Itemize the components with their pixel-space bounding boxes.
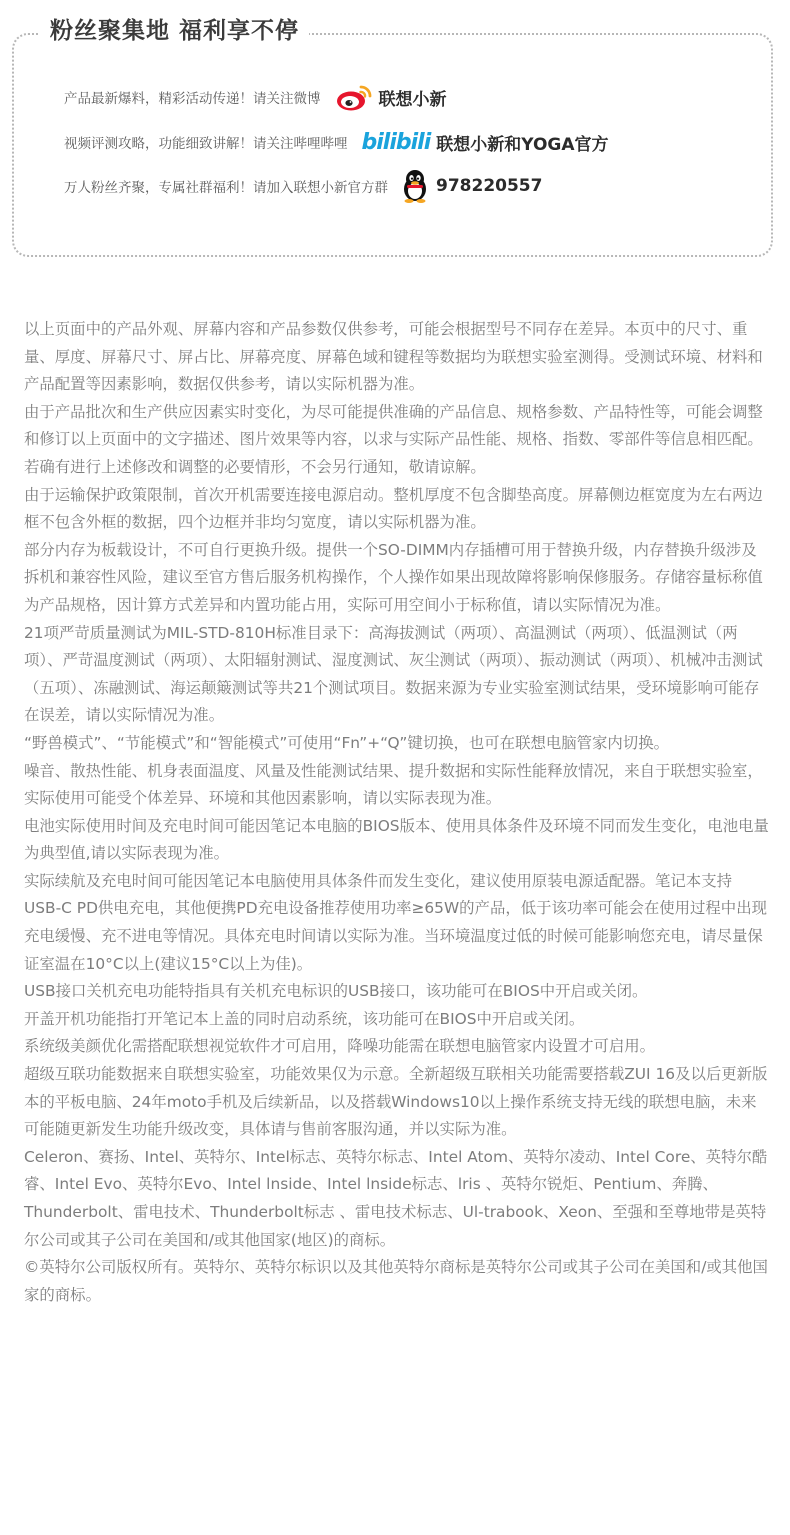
disclaimer-paragraph: 以上页面中的产品外观、屏幕内容和产品参数仅供参考，可能会根据型号不同存在差异。本页中的尺寸、重量、厚度、屏幕尺寸、屏占比、屏幕亮度、屏幕色域和键程等数据均为联想实验室测得。受测试环境、材料和产品配置等因素影响，数据仅供参考，请以实际机器为准。 [24,320,763,394]
weibo-icon [335,82,373,112]
disclaimer-paragraph: 实际续航及充电时间可能因笔记本电脑使用具体条件而发生变化，建议使用原装电源适配器。笔记本支持USB-C PD供电充电，其他便携PD充电设备推荐使用功率≥65W的产品，低于该功率可能会在使用过程中出现充电缓慢、充不进电等情况。具体充电时间请以实际为准。当环境温度过低的时候可能影响您充电，请尽量保证室温在10°C以上(建议15°C以上为佳)。 [24,871,767,973]
disclaimer-paragraph: 21项严苛质量测试为MIL-STD-810H标准目录下：高海拔测试（两项）、高温测试（两项）、低温测试（两项）、严苛温度测试（两项）、太阳辐射测试、湿度测试、灰尘测试（两项）、振动测试（两项）、机械冲击测试（五项）、冻融测试、海运颠簸测试等共21个测试项目。数据来源为专业实验室测试结果，受环境影响可能存在误差，请以实际情况为准。 [24,623,763,725]
disclaimer-paragraph: “野兽模式”、“节能模式”和“智能模式”可使用“Fn”+“Q”键切换，也可在联想电脑管家内切换。 [24,733,669,752]
weibo-row-text: 产品最新爆料，精彩活动传递！请关注微博 [64,91,321,107]
weibo-follow-row[interactable] [64,81,447,113]
fan-section-title: 粉丝聚集地 福利享不停 [40,14,309,48]
disclaimer-paragraph: 超级互联功能数据来自联想实验室，功能效果仅为示意。全新超级互联相关功能需要搭载ZUI 16及以后更新版本的平板电脑、24年moto手机及后续新品，以及搭载Windows10以上操作系统支持无线的联想电脑，未来可能随更新发生功能升级改变，具体请与售前客服沟通，并以实际为准。 [24,1065,768,1139]
qq-row-text: 万人粉丝齐聚，专属社群福利！请加入联想小新官方群 [64,180,388,196]
disclaimer-notes [24,316,769,1309]
qq-group-number: 978220557 [436,176,543,196]
disclaimer-paragraph: 系统级美颜优化需搭配联想视觉软件才可启用，降噪功能需在联想电脑管家内设置才可启用。 [24,1037,656,1056]
disclaimer-paragraph: 部分内存为板载设计，不可自行更换升级。提供一个SO-DIMM内存插槽可用于替换升级，内存替换升级涉及拆机和兼容性风险，建议至官方售后服务机构操作，个人操作如果出现故障将影响保修服务。存储容量标称值为产品规格，因计算方式差异和内置功能占用，实际可用空间小于标称值，请以实际情况为准。 [24,540,763,614]
disclaimer-paragraph: 噪音、散热性能、机身表面温度、风量及性能测试结果、提升数据和实际性能释放情况，来自于联想实验室，实际使用可能受个体差异、环境和其他因素影响，请以实际表现为准。 [24,761,763,808]
disclaimer-paragraph: Celeron、赛扬、Intel、英特尔、Intel标志、英特尔标志、Intel Atom、英特尔凌动、Intel Core、英特尔酷睿、Intel Evo、英特尔Evo、Intel lnside、Intel lnside标志、lris 、英特尔锐炬、Pentium、奔腾、Thunderbolt、雷电技术、Thunderbolt标志 、雷电技术标志、Ul-trabook、Xeon、至强和至尊地带是英特尔公司或其子公司在美国和/或其他国家(地区)的商标。 [24,1147,768,1249]
bilibili-logo [362,130,431,155]
weibo-handle: 联想小新 [378,89,447,110]
disclaimer-paragraph: 电池实际使用时间及充电时间可能因笔记本电脑的BIOS版本、使用具体条件及环境不同而发生变化，电池电量为典型值,请以实际表现为准。 [24,816,769,863]
disclaimer-paragraph: 由于产品批次和生产供应因素实时变化，为尽可能提供准确的产品信息、规格参数、产品特性等，可能会调整和修订以上页面中的文字描述、图片效果等内容，以求与实际产品性能、规格、指数、零部件等信息相匹配。若确有进行上述修改和调整的必要情形，不会另行通知，敬请谅解。 [24,402,763,476]
bilibili-logo-text: bilibili [361,129,431,155]
disclaimer-paragraph: 由于运输保护政策限制，首次开机需要连接电源启动。整机厚度不包含脚垫高度。屏幕侧边框宽度为左右两边框不包含外框的数据，四个边框并非均匀宽度，请以实际机器为准。 [24,485,763,532]
disclaimer-paragraph: USB接口关机充电功能特指具有关机充电标识的USB接口，该功能可在BIOS中开启或关闭。 [24,982,648,1001]
qq-penguin-icon [400,168,430,204]
disclaimer-paragraph: 开盖开机功能指打开笔记本上盖的同时启动系统，该功能可在BIOS中开启或关闭。 [24,1009,585,1028]
bilibili-handle: 联想小新和YOGA官方 [436,134,609,155]
bilibili-follow-row[interactable] [64,126,609,158]
bilibili-row-text: 视频评测攻略，功能细致讲解！请关注哔哩哔哩 [64,136,348,152]
qq-group-row[interactable] [64,170,542,202]
disclaimer-paragraph: ©英特尔公司版权所有。英特尔、英特尔标识以及其他英特尔商标是英特尔公司或其子公司在美国和/或其他国家的商标。 [24,1258,768,1304]
